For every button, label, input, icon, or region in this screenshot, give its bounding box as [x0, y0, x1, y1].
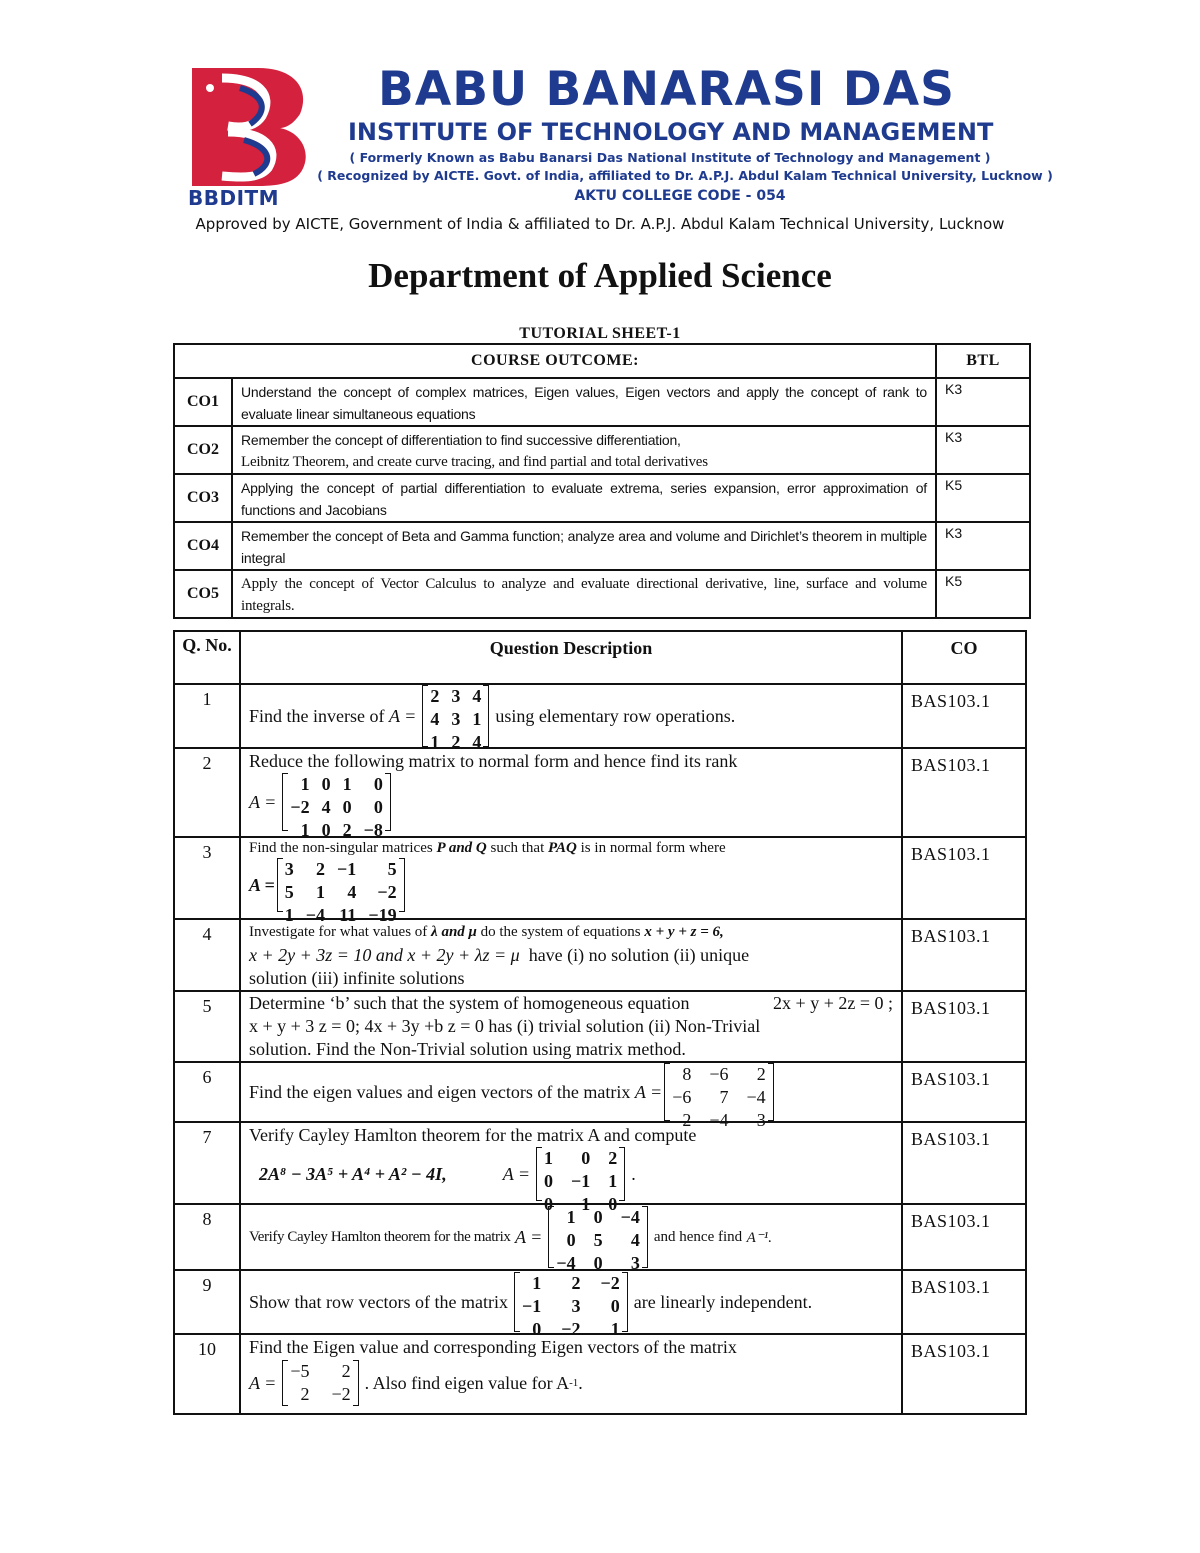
matrix-entry: 2: [451, 732, 461, 752]
questions-table: [173, 630, 1027, 1415]
matrix-entry: 0: [544, 1171, 554, 1191]
matrix: [282, 1360, 358, 1406]
matrix-entry: −4: [305, 905, 326, 925]
question-text: and hence find: [653, 1228, 743, 1245]
co-btl: K3: [936, 426, 1030, 474]
co-row: [174, 378, 1030, 426]
matrix-entry: −2: [377, 882, 397, 902]
institute-subtitle: INSTITUTE OF TECHNOLOGY AND MANAGEMENT: [348, 118, 994, 146]
matrix-entry: 1: [300, 774, 310, 794]
matrix: [536, 1147, 625, 1214]
question-text: Determine ‘b’ such that the system of homogeneous equation: [249, 993, 690, 1013]
question-number: 10: [174, 1334, 240, 1414]
question-row: [174, 684, 1026, 748]
question-text: .: [578, 1372, 583, 1393]
course-outcome-header: COURSE OUTCOME:: [174, 344, 936, 378]
question-text: Find the Eigen value and corresponding Eigen vectors of the matrix: [249, 1337, 737, 1357]
co-id: CO3: [174, 474, 232, 522]
matrix-entry: −4: [556, 1253, 576, 1273]
matrix-entry: 1: [566, 1207, 576, 1227]
matrix-entry: 1: [581, 1194, 591, 1214]
matrix: [664, 1063, 773, 1130]
matrix-entry: 2: [571, 1273, 581, 1293]
question-text: Verify Cayley Hamlton theorem for the matrix A and compute: [249, 1125, 697, 1145]
question-text: Investigate for what values of: [249, 924, 428, 940]
course-outcome-code: BAS103.1: [902, 1270, 1026, 1334]
question-text: do the system of equations: [480, 924, 641, 940]
matrix-entry: 2: [300, 1384, 310, 1404]
question-description: [240, 991, 902, 1062]
question-number: 8: [174, 1204, 240, 1270]
question-text: Reduce the following matrix to normal form and hence find its rank: [249, 751, 738, 771]
question-number: 4: [174, 919, 240, 991]
matrix-entry: 0: [566, 1230, 576, 1250]
math-expression: A⁻¹.: [746, 1229, 772, 1246]
matrix-entry: 3: [630, 1253, 640, 1273]
question-description: [240, 1204, 902, 1273]
question-text: such that: [490, 840, 545, 856]
matrix: [548, 1206, 648, 1273]
question-text: are linearly independent.: [633, 1291, 813, 1312]
matrix-entry: −4: [620, 1207, 640, 1227]
matrix-entry: 5: [387, 859, 397, 879]
matrix-entry: −1: [521, 1296, 542, 1316]
matrix-entry: −1: [337, 859, 357, 879]
co-description: Applying the concept of partial differentiation to evaluate extrema, series expansion, error approximation of functions and Jacobians: [232, 474, 936, 522]
matrix-entry: 2: [341, 1361, 351, 1381]
matrix-label: A =: [249, 874, 275, 895]
matrix-entry: −19: [368, 905, 397, 925]
matrix-label: A =: [249, 1372, 277, 1393]
matrix-entry: 3: [756, 1110, 766, 1130]
math-expression: PAQ: [548, 840, 577, 856]
question-text: .: [631, 1163, 636, 1184]
aktu-college-code: AKTU COLLEGE CODE - 054: [574, 188, 786, 204]
question-row: [174, 1122, 1026, 1204]
matrix-entry: 3: [451, 686, 461, 706]
question-number-header: Q. No.: [174, 631, 240, 684]
matrix-entry: 0: [373, 797, 383, 817]
matrix-entry: 0: [321, 774, 331, 794]
matrix-entry: −4: [709, 1110, 729, 1130]
co-description: Apply the concept of Vector Calculus to analyze and evaluate directional derivative, line, surface and volume integrals.: [232, 570, 936, 618]
question-description: [240, 1270, 902, 1339]
co-btl: K5: [936, 474, 1030, 522]
matrix-label: A =: [388, 705, 417, 726]
matrix-entry: −2: [331, 1384, 351, 1404]
question-number: 2: [174, 748, 240, 837]
co-row: [174, 570, 1030, 618]
math-expression: x + y + z = 6,: [644, 924, 724, 940]
math-expression: x + 2y + 3z = 10 and x + 2y + λz = μ: [249, 945, 520, 965]
question-row: [174, 748, 1026, 837]
recognition-note: ( Recognized by AICTE. Govt. of India, affiliated to Dr. A.P.J. Abdul Kalam Technical University, Lucknow ): [317, 168, 1053, 183]
course-outcome-code: BAS103.1: [902, 1062, 1026, 1122]
math-expression: 2A⁸ − 3A⁵ + A⁴ + A² − 4I,: [259, 1163, 447, 1184]
co-row: [174, 426, 1030, 474]
matrix-entry: 0: [593, 1207, 603, 1227]
co-description: [232, 426, 936, 474]
matrix-entry: 5: [593, 1230, 603, 1250]
question-description: [240, 1062, 902, 1130]
matrix-entry: 4: [630, 1230, 640, 1250]
course-outcome-table: [173, 343, 1031, 619]
co-row: [174, 522, 1030, 570]
matrix-label: A =: [249, 791, 277, 812]
question-number: 6: [174, 1062, 240, 1122]
course-outcome-code: BAS103.1: [902, 1122, 1026, 1204]
co-btl: K3: [936, 522, 1030, 570]
matrix-entry: 2: [430, 686, 440, 706]
course-outcome-code: BAS103.1: [902, 684, 1026, 748]
co-id: CO1: [174, 378, 232, 426]
btl-header: BTL: [936, 344, 1030, 378]
matrix-entry: 0: [342, 797, 352, 817]
math-expression: λ and μ: [431, 924, 477, 940]
question-row: [174, 991, 1026, 1062]
matrix-label: A =: [502, 1163, 531, 1184]
matrix-entry: 3: [284, 859, 294, 879]
matrix-entry: 4: [347, 882, 357, 902]
matrix-entry: 2: [756, 1064, 766, 1084]
math-expression: P and Q: [436, 840, 487, 856]
matrix: [282, 773, 391, 840]
question-description-header: Question Description: [240, 631, 902, 684]
question-text: x + y + 3 z = 0; 4x + 3y +b z = 0 has (i) trivial solution (ii) Non-Trivial: [249, 1016, 761, 1036]
question-text: is in normal form where: [580, 840, 726, 856]
matrix-entry: 2: [342, 820, 352, 840]
matrix-entry: 0: [608, 1194, 618, 1214]
matrix-entry: 2: [316, 859, 326, 879]
matrix-entry: 1: [544, 1148, 554, 1168]
question-text: Verify Cayley Hamlton theorem for the matrix: [249, 1228, 511, 1245]
question-text: Find the inverse of: [249, 705, 385, 726]
matrix-entry: 1: [300, 820, 310, 840]
course-outcome-code: BAS103.1: [902, 991, 1026, 1062]
matrix-entry: 11: [339, 905, 357, 925]
co-description-line: Remember the concept of differentiation to find successive differentiation,: [241, 432, 681, 448]
question-row: [174, 1062, 1026, 1122]
matrix-entry: 4: [472, 732, 482, 752]
matrix-entry: 8: [682, 1064, 692, 1084]
question-row: [174, 1204, 1026, 1270]
course-outcome-code: BAS103.1: [902, 748, 1026, 837]
matrix-entry: 1: [532, 1273, 542, 1293]
question-text: have (i) no solution (ii) unique: [528, 945, 750, 965]
matrix-entry: −5: [290, 1361, 310, 1381]
question-text: 2x + y + 2z = 0 ;: [773, 993, 893, 1013]
matrix-entry: 0: [532, 1319, 542, 1339]
matrix-entry: −8: [363, 820, 383, 840]
question-row: [174, 919, 1026, 991]
co-description: Understand the concept of complex matrices, Eigen values, Eigen vectors and apply the concept of rank to evaluate linear simultaneous equations: [232, 378, 936, 426]
matrix-entry: −2: [290, 797, 310, 817]
co-id: CO4: [174, 522, 232, 570]
formerly-known-note: ( Formerly Known as Babu Banarsi Das National Institute of Technology and Management ): [349, 150, 991, 165]
matrix-label: A =: [514, 1226, 543, 1247]
course-outcome-code: BAS103.1: [902, 1204, 1026, 1270]
question-row: [174, 837, 1026, 919]
co-header: CO: [902, 631, 1026, 684]
matrix-entry: 0: [373, 774, 383, 794]
question-description: [240, 837, 902, 925]
matrix-entry: 4: [472, 686, 482, 706]
matrix: [514, 1272, 628, 1339]
matrix-entry: 1: [610, 1319, 620, 1339]
matrix-entry: −4: [746, 1087, 766, 1107]
co-description-line: Leibnitz Theorem, and create curve tracing, and find partial and total derivatives: [241, 454, 708, 470]
question-text: Find the non-singular matrices: [249, 840, 433, 856]
question-text: . Also find eigen value for A: [364, 1372, 570, 1393]
matrix-entry: 5: [284, 882, 294, 902]
logo-text: BBDITM: [188, 186, 280, 210]
question-number: 3: [174, 837, 240, 919]
matrix-entry: 1: [316, 882, 326, 902]
question-number: 1: [174, 684, 240, 748]
co-id: CO5: [174, 570, 232, 618]
question-text: Find the eigen values and eigen vectors of the matrix: [249, 1081, 631, 1102]
question-number: 5: [174, 991, 240, 1062]
matrix-entry: 1: [608, 1171, 618, 1191]
question-text: solution (iii) infinite solutions: [249, 968, 465, 988]
co-id: CO2: [174, 426, 232, 474]
matrix-entry: 3: [451, 709, 461, 729]
matrix-entry: 1: [472, 709, 482, 729]
question-text: Show that row vectors of the matrix: [249, 1291, 508, 1312]
matrix-entry: 2: [608, 1148, 618, 1168]
matrix-entry: 0: [321, 820, 331, 840]
question-description: [240, 919, 902, 991]
course-outcome-code: BAS103.1: [902, 1334, 1026, 1414]
matrix-entry: 1: [284, 905, 294, 925]
matrix-entry: 1: [342, 774, 352, 794]
matrix-entry: 0: [610, 1296, 620, 1316]
question-row: [174, 1334, 1026, 1414]
matrix-entry: 0: [593, 1253, 603, 1273]
question-number: 7: [174, 1122, 240, 1204]
question-description: [240, 748, 902, 840]
question-description: [240, 1122, 902, 1214]
matrix-entry: 4: [430, 709, 440, 729]
approval-note: Approved by AICTE, Government of India & affiliated to Dr. A.P.J. Abdul Kalam Technical University, Lucknow: [195, 215, 1005, 233]
course-outcome-code: BAS103.1: [902, 837, 1026, 919]
co-description: Remember the concept of Beta and Gamma function; analyze area and volume and Dirichlet’s theorem in multiple integral: [232, 522, 936, 570]
matrix-entry: 3: [571, 1296, 581, 1316]
tutorial-sheet-title: TUTORIAL SHEET-1: [519, 325, 681, 342]
matrix-entry: 2: [682, 1110, 692, 1130]
matrix-entry: 7: [719, 1087, 729, 1107]
matrix-entry: 0: [581, 1148, 591, 1168]
matrix-entry: 1: [430, 732, 440, 752]
matrix-entry: −2: [600, 1273, 620, 1293]
question-row: [174, 1270, 1026, 1334]
department-title: Department of Applied Science: [368, 256, 832, 295]
question-number: 9: [174, 1270, 240, 1334]
question-text: solution. Find the Non-Trivial solution using matrix method.: [249, 1039, 686, 1059]
co-row: [174, 474, 1030, 522]
matrix-label: A =: [634, 1081, 663, 1102]
institute-name: BABU BANARASI DAS: [378, 62, 955, 117]
course-outcome-code: BAS103.1: [902, 919, 1026, 991]
matrix-entry: −1: [571, 1171, 591, 1191]
matrix-entry: −6: [709, 1064, 729, 1084]
matrix-entry: −6: [672, 1087, 692, 1107]
matrix: [277, 858, 405, 925]
matrix-entry: 0: [544, 1194, 554, 1214]
matrix: [422, 685, 489, 752]
question-text: using elementary row operations.: [495, 705, 736, 726]
co-btl: K5: [936, 570, 1030, 618]
matrix-entry: 4: [321, 797, 331, 817]
question-description: [240, 1334, 902, 1414]
co-btl: K3: [936, 378, 1030, 426]
question-description: [240, 684, 902, 752]
matrix-entry: −2: [561, 1319, 581, 1339]
superscript: -1: [569, 1377, 579, 1389]
